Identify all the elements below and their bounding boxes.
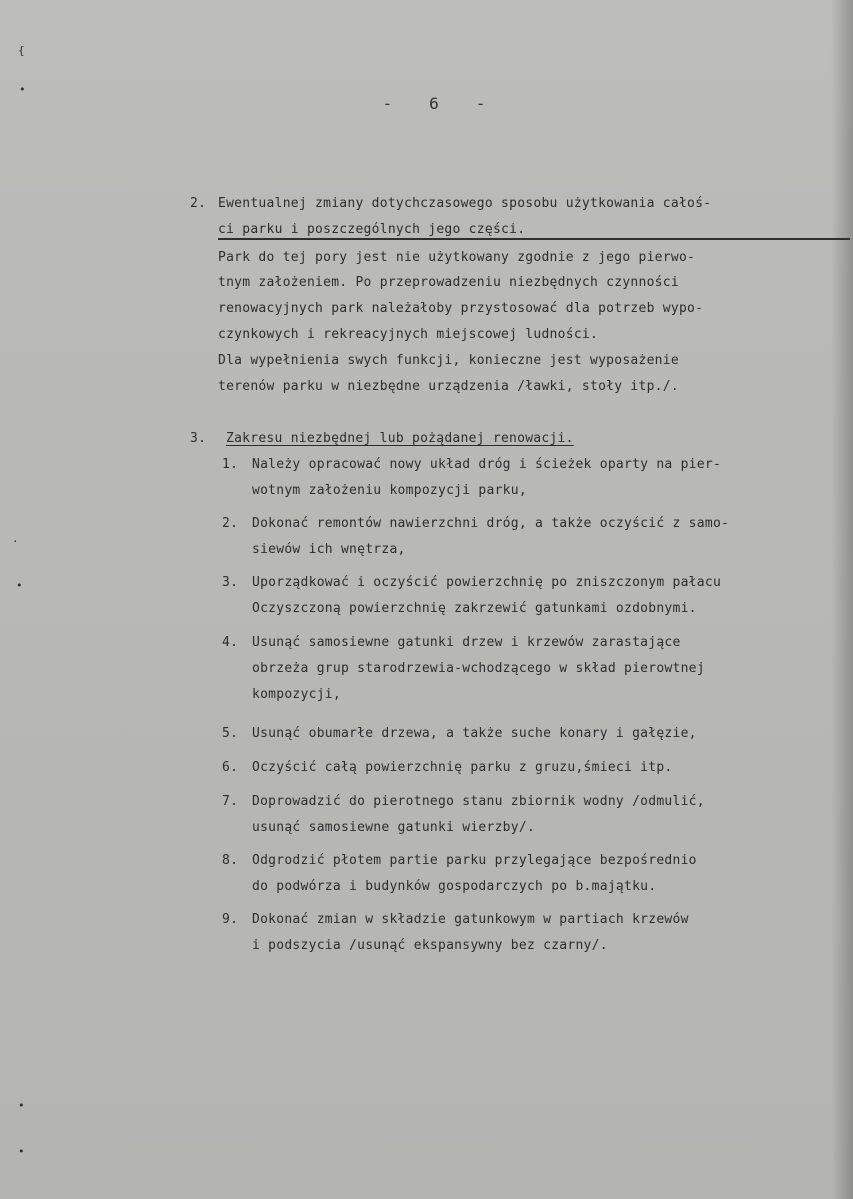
margin-mark: { (18, 44, 25, 57)
item-text-line: wotnym założeniu kompozycji parku, (252, 483, 527, 498)
page-number: - 6 - (382, 94, 488, 113)
item-text-line: siewów ich wnętrza, (252, 542, 406, 557)
section-2-body-line: terenów parku w niezbędne urządzenia /ławki, stoły itp./. (218, 379, 679, 394)
item-text-line: obrzeża grup starodrzewia-wchodzącego w skład pierowtnej (252, 661, 705, 676)
item-text-line: Dokonać zmian w składzie gatunkowym w partiach krzewów (252, 912, 689, 927)
item-text-line: usunąć samosiewne gatunki wierzby/. (252, 820, 536, 835)
item-text-line: Oczyszczoną powierzchnię zakrzewić gatunkami ozdobnymi. (252, 601, 697, 616)
section-2-heading-line-2: ci parku i poszczególnych jego części. (218, 222, 526, 237)
margin-mark: • (18, 1099, 25, 1112)
section-2-body-line: Dla wypełnienia swych funkcji, konieczne jest wyposażenie (218, 353, 679, 368)
item-number: 1. (222, 457, 239, 472)
item-text-line: Oczyścić całą powierzchnię parku z gruzu,śmieci itp. (252, 760, 673, 775)
section-3-number: 3. (190, 431, 207, 446)
section-2-body-line: czynkowych i rekreacyjnych miejscowej ludności. (218, 327, 599, 342)
margin-mark: • (16, 579, 23, 592)
section-2-body-line: tnym założeniem. Po przeprowadzeniu niezbędnych czynności (218, 275, 679, 290)
item-number: 8. (222, 853, 239, 868)
section-2-heading-line-1: Ewentualnej zmiany dotychczasowego sposobu użytkowania całoś- (218, 196, 712, 211)
item-text-line: Należy opracować nowy układ dróg i ścieżek oparty na pier- (252, 457, 722, 472)
item-text-line: Usunąć samosiewne gatunki drzew i krzewów zarastające (252, 635, 681, 650)
item-number: 6. (222, 760, 239, 775)
section-2-heading-rule (218, 238, 850, 240)
item-text-line: do podwórza i budynków gospodarczych po b.majątku. (252, 879, 657, 894)
item-number: 4. (222, 635, 239, 650)
section-2-body-line: Park do tej pory jest nie użytkowany zgodnie z jego pierwo- (218, 250, 696, 265)
margin-mark: • (19, 83, 26, 96)
item-text-line: i podszycia /usunąć ekspansywny bez czarny/. (252, 938, 608, 953)
margin-mark: • (18, 1145, 25, 1158)
section-2-body-line: renowacyjnych park należałoby przystosować dla potrzeb wypo- (218, 301, 704, 316)
item-number: 2. (222, 516, 239, 531)
item-number: 5. (222, 726, 239, 741)
section-2-number: 2. (190, 196, 207, 211)
item-text-line: Doprowadzić do pierotnego stanu zbiornik wodny /odmulić, (252, 794, 705, 809)
item-number: 9. (222, 912, 239, 927)
item-text-line: kompozycji, (252, 687, 341, 702)
item-text-line: Usunąć obumarłe drzewa, a także suche konary i gałęzie, (252, 726, 697, 741)
item-number: 7. (222, 794, 239, 809)
item-text-line: Uporządkować i oczyścić powierzchnię po zniszczonym pałacu (252, 575, 722, 590)
margin-mark: · (12, 535, 19, 548)
item-number: 3. (222, 575, 239, 590)
item-text-line: Dokonać remontów nawierzchni dróg, a także oczyścić z samo- (252, 516, 730, 531)
page-edge-shadow (831, 0, 853, 1199)
section-3-heading: Zakresu niezbędnej lub pożądanej renowacji. (226, 431, 574, 446)
item-text-line: Odgrodzić płotem partie parku przylegające bezpośrednio (252, 853, 697, 868)
